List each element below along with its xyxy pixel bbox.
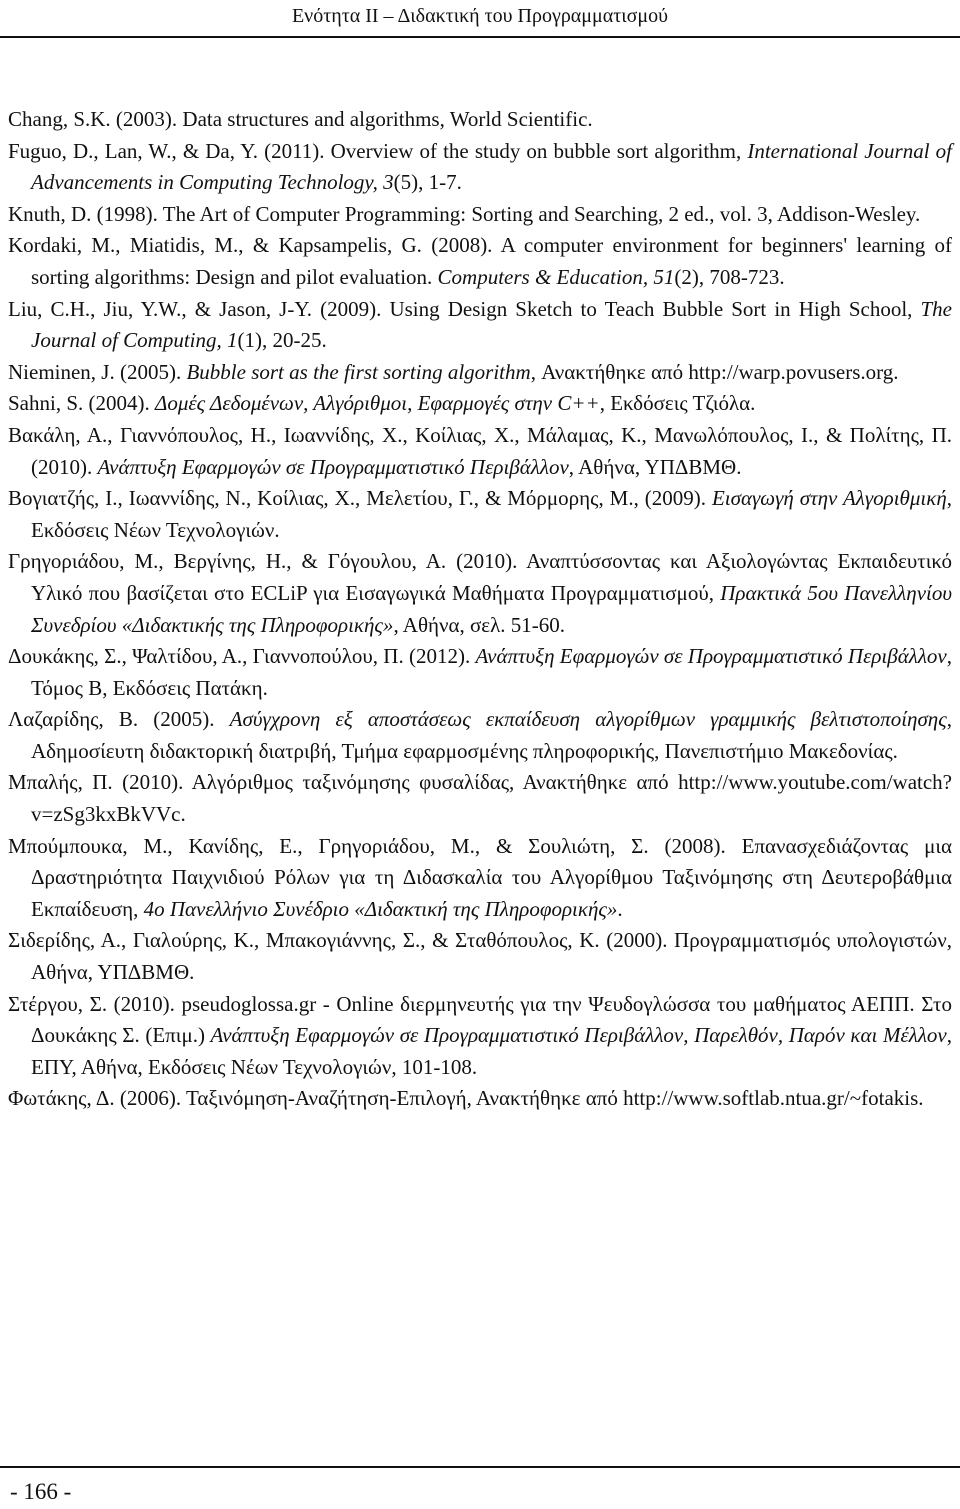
reference-entry xyxy=(8,925,952,988)
reference-italic-text: The Journal of Computing, 1 xyxy=(31,296,952,353)
reference-text: Kordaki, M., Miatidis, M., & Kapsampelis, G. (2008). A computer environment for beginners' learning of sorting algorithms: Design and pilot evaluation. xyxy=(8,233,952,289)
reference-text: , Τόμος Β, Εκδόσεις Πατάκη. xyxy=(31,644,953,700)
reference-entry xyxy=(8,989,952,1084)
reference-text: (2), 708-723. xyxy=(674,264,785,289)
reference-entry xyxy=(8,767,952,830)
reference-entry xyxy=(8,1083,952,1115)
reference-italic-text: 4ο Πανελλήνιο Συνέδριο «Διδακτική της Πληροφορικής» xyxy=(143,896,618,921)
reference-italic-text: Ασύγχρονη εξ αποστάσεως εκπαίδευση αλγορίθμων γραμμικής βελτιστοποίησης xyxy=(229,707,947,732)
reference-text: Βακάλη, Α., Γιαννόπουλος, Η., Ιωαννίδης, Χ., Κοίλιας, Χ., Μάλαμας, Κ., Μανωλόπουλος, Ι., & Πολίτης, Π. (2010). xyxy=(8,422,952,479)
reference-text: Στέργου, Σ. (2010). pseudoglossa.gr - Online διερμηνευτής για την Ψευδογλώσσα του μαθήματος ΑΕΠΠ. Στο Δουκάκης Σ. (Επιμ.) xyxy=(8,991,952,1048)
reference-text: , Αθήνα, σελ. 51-60. xyxy=(393,612,566,637)
reference-entry xyxy=(8,357,952,389)
reference-entry xyxy=(8,388,952,420)
reference-italic-text: Ανάπτυξη Εφαρμογών σε Προγραμματιστικό Περιβάλλον, Παρελθόν, Παρόν και Μέλλον xyxy=(210,1023,947,1048)
reference-text: , Αθήνα, ΥΠΔΒΜΘ. xyxy=(568,454,742,479)
reference-list xyxy=(8,104,952,1115)
reference-text: Μπαλής, Π. (2010). Αλγόριθμος ταξινόμησης φυσαλίδας, Ανακτήθηκε από http://www.youtube.com/watch?v=zSg3kxBkVVc. xyxy=(8,770,952,827)
reference-entry xyxy=(8,831,952,926)
reference-entry xyxy=(8,136,952,199)
reference-text: Fuguo, D., Lan, W., & Da, Y. (2011). Overview of the study on bubble sort algorithm, xyxy=(8,138,748,163)
reference-entry xyxy=(8,641,952,704)
reference-text: Nieminen, J. (2005). xyxy=(8,359,187,384)
reference-italic-text: Ανάπτυξη Εφαρμογών σε Προγραμματιστικό Περιβάλλον xyxy=(475,644,947,669)
reference-text: Σιδερίδης, Α., Γιαλούρης, Κ., Μπακογιάννης, Σ., & Σταθόπουλος, Κ. (2000). Προγραμματισμός υπολογιστών, Αθήνα, ΥΠΔΒΜΘ. xyxy=(8,928,952,985)
reference-text: Λαζαρίδης, Β. (2005). xyxy=(8,707,230,732)
reference-italic-text: International Journal of Advancements in Computing Technology, 3 xyxy=(31,138,952,195)
reference-text: , Εκδόσεις Νέων Τεχνολογιών. xyxy=(31,486,952,542)
reference-text: Μπούμπουκα, Μ., Κανίδης, Ε., Γρηγοριάδου, Μ., & Σουλιώτη, Σ. (2008). Επανασχεδιάζοντας μια Δραστηριότητα Παιχνιδιού Ρόλων για τη Διδασκαλία του Αλγορίθμου Ταξινόμησης στη Δευτεροβάθμια Εκπαίδευση, xyxy=(8,833,952,921)
reference-entry xyxy=(8,230,952,293)
reference-italic-text: Πρακτικά 5ου Πανελληνίου Συνεδρίου «Διδακτικής της Πληροφορικής» xyxy=(31,580,952,637)
reference-text: Knuth, D. (1998). The Art of Computer Programming: Sorting and Searching, 2 ed., vol. 3, Addison-Wesley. xyxy=(8,201,921,226)
running-header: Ενότητα ΙΙ – Διδακτική του Προγραμματισμού xyxy=(291,5,669,27)
reference-italic-text: Δομές Δεδομένων, Αλγόριθμοι, Εφαρμογές στην C++ xyxy=(155,391,600,416)
reference-text: , Εκδόσεις Τζιόλα. xyxy=(599,391,756,416)
reference-text: . xyxy=(617,896,623,921)
reference-text: (1), 20-25. xyxy=(237,328,327,353)
reference-text: , Ανακτήθηκε από http://warp.povusers.org. xyxy=(530,359,899,384)
reference-text: Sahni, S. (2004). xyxy=(8,391,155,416)
reference-italic-text: Bubble sort as the first sorting algorithm xyxy=(186,359,531,384)
reference-text: , Αδημοσίευτη διδακτορική διατριβή, Τμήμα εφαρμοσμένης πληροφορικής, Πανεπιστήμιο Μακεδονίας. xyxy=(31,707,952,763)
reference-text: Βογιατζής, Ι., Ιωαννίδης, Ν., Κοίλιας, Χ., Μελετίου, Γ., & Μόρμορης, Μ., (2009). xyxy=(8,486,712,511)
reference-text: (5), 1-7. xyxy=(393,170,462,195)
reference-text: Δουκάκης, Σ., Ψαλτίδου, Α., Γιαννοπούλου, Π. (2012). xyxy=(8,644,476,669)
reference-entry xyxy=(8,546,952,641)
reference-entry xyxy=(8,483,952,546)
header-rule xyxy=(0,36,960,38)
reference-text: Φωτάκης, Δ. (2006). Ταξινόμηση-Αναζήτηση-Επιλογή, Ανακτήθηκε από http://www.softlab.ntua.gr/~fotakis. xyxy=(8,1086,924,1111)
reference-italic-text: Ανάπτυξη Εφαρμογών σε Προγραμματιστικό Περιβάλλον xyxy=(97,454,569,479)
reference-entry xyxy=(8,199,952,231)
reference-text: , ΕΠΥ, Αθήνα, Εκδόσεις Νέων Τεχνολογιών, 101-108. xyxy=(31,1023,952,1079)
reference-entry xyxy=(8,294,952,357)
reference-entry xyxy=(8,704,952,767)
reference-text: Chang, S.K. (2003). Data structures and algorithms, World Scientific. xyxy=(8,107,593,131)
reference-text: Liu, C.H., Jiu, Y.W., & Jason, J-Y. (2009). Using Design Sketch to Teach Bubble Sort in High School, xyxy=(8,296,921,321)
reference-italic-text: Εισαγωγή στην Αλγοριθμική xyxy=(711,486,947,511)
reference-italic-text: Computers & Education, 51 xyxy=(437,264,675,289)
reference-entry xyxy=(8,420,952,483)
reference-entry xyxy=(8,104,952,136)
footer-rule xyxy=(0,1466,960,1468)
reference-text: Γρηγοριάδου, Μ., Βεργίνης, Η., & Γόγουλου, Α. (2010). Αναπτύσσοντας και Αξιολογώντας Εκπαιδευτικό Υλικό που βασίζεται στο ECLiP για Εισαγωγικά Μαθήματα Προγραμματισμού, xyxy=(8,549,952,605)
page-number: - 166 - xyxy=(10,1479,72,1504)
